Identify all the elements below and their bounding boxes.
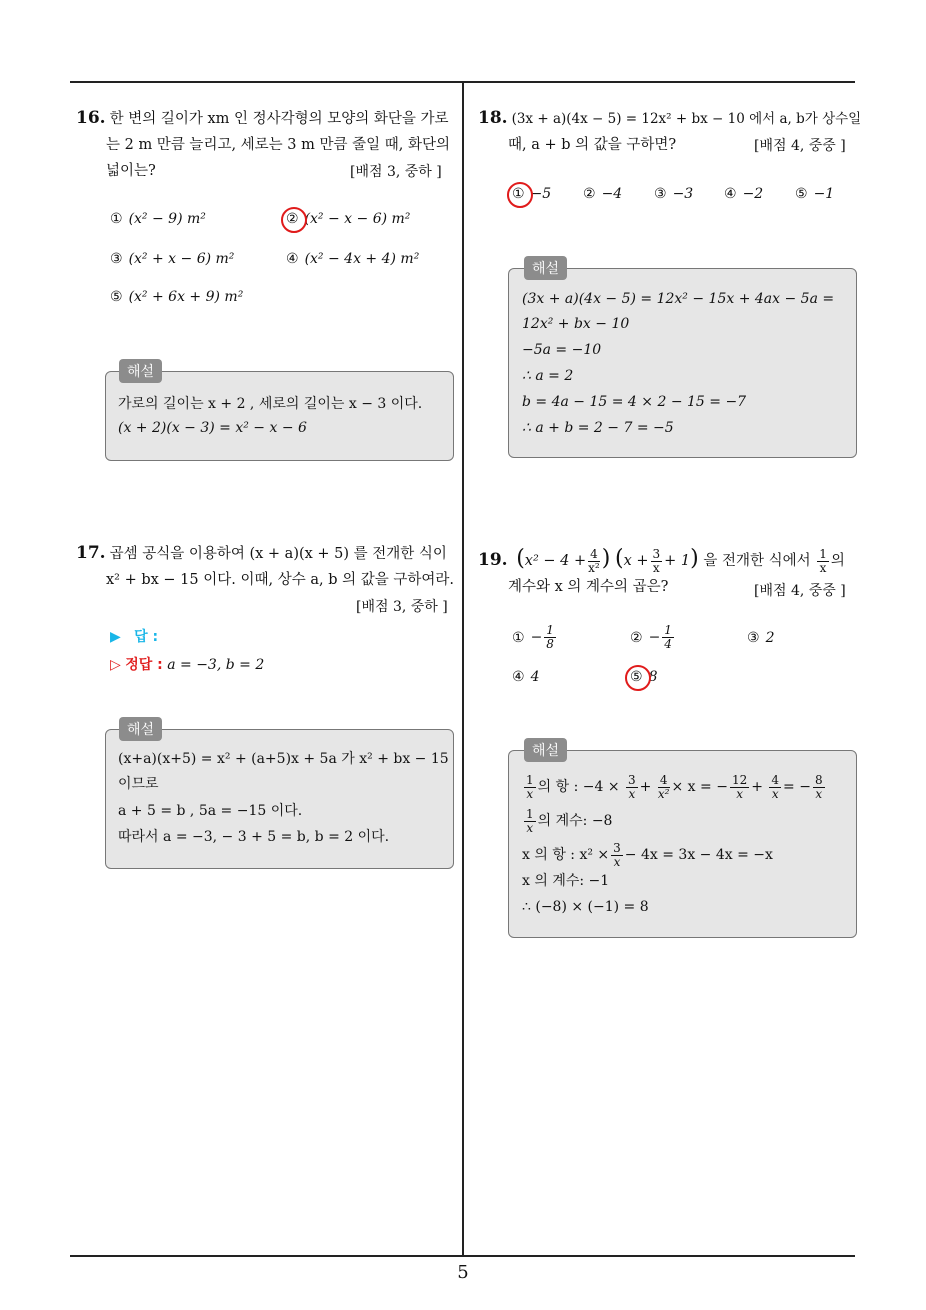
page-number: 5: [457, 1262, 469, 1283]
solution-tag: 해설: [524, 256, 567, 280]
choice-4[interactable]: ④ 4: [512, 669, 540, 685]
choice-4[interactable]: ④ (x² − 4x + 4) m²: [286, 251, 420, 267]
question-17: [76, 540, 456, 593]
score-meta: [배점 4, 중중 ]: [754, 583, 846, 599]
question-19: 19. (x² − 4 + $\frac{4}{\text{x²}}$ ) (x + $\frac{3}{x}$ + 1) 을 전개한 식에서 $\frac{1}{x}$ 의 계수와 x 의 계수의 곱은?: [478, 540, 863, 600]
solution-line: ∴ a + b = 2 − 7 = −5: [522, 420, 674, 436]
solution-line: $\frac{1}{x}$ 의 계수: −8: [526, 806, 613, 835]
solution-line: −5a = −10: [522, 342, 602, 358]
score-meta: [배점 3, 중하 ]: [350, 164, 442, 180]
answer-circle-mark: [507, 182, 533, 208]
question-text: 때, a + b 의 값을 구하면?: [508, 137, 677, 153]
choice-1[interactable]: ① −5: [512, 186, 552, 202]
question-number: 18.: [478, 108, 508, 128]
solution-line: x 의 항 : x² × $\frac{3}{x} - 4x = 3x - 4x = -x$: [522, 840, 773, 869]
solution-line: 가로의 길이는 x + 2 , 세로의 길이는 x − 3 이다.: [118, 396, 423, 412]
correct-label: 정답 :: [125, 657, 163, 673]
solution-line: b = 4a − 15 = 4 × 2 − 15 = −7: [522, 394, 747, 410]
question-text: x² + bx − 15 이다. 이때, 상수 a, b 의 값을 구하여라.: [106, 572, 454, 588]
solution-tag: 해설: [119, 359, 162, 383]
question-number: 19.: [478, 550, 508, 570]
solution-line: $\frac{1}{x}$ 의 항 : −4 × $\frac{3}{x}$ + $\frac{4}{\text{x²}} \times x$ = − $\frac{12}{x}$ + $\frac{4}{x}$ = − $\frac{8}{x}$: [526, 772, 823, 801]
score-meta: [배점 4, 중중 ]: [754, 138, 846, 154]
question-text: (3x + a)(4x − 5) = 12x² + bx − 10 에서 a, b가 상수일: [511, 111, 862, 127]
choice-3[interactable]: ③ −3: [654, 186, 694, 202]
choice-4[interactable]: ④ −2: [724, 186, 764, 202]
fraction: $\frac{1}{8}$: [546, 623, 554, 651]
choice-5[interactable]: ⑤ −1: [795, 186, 835, 202]
question-text: 는 2 m 만큼 늘리고, 세로는 3 m 만큼 줄일 때, 화단의: [106, 137, 450, 153]
solution-line: 이므로: [118, 776, 159, 792]
choice-3[interactable]: ③ (x² + x − 6) m²: [110, 251, 235, 267]
fraction: $\frac{1}{4}$: [664, 623, 672, 651]
fraction: $\frac{4}{\text{x²}}$: [588, 546, 600, 575]
choice-3[interactable]: ③ 2: [747, 630, 775, 646]
solution-tag: 해설: [119, 717, 162, 741]
correct-answer-line: [110, 654, 264, 674]
question-number: 16.: [76, 108, 106, 128]
fraction: $\frac{3}{x}$: [652, 546, 661, 575]
solution-line: a + 5 = b , 5a = −15 이다.: [118, 803, 303, 819]
correct-marker-icon: ▷: [110, 657, 121, 673]
choice-2[interactable]: ② − $\frac{1}{4}$: [630, 623, 672, 651]
solution-line: (3x + a)(4x − 5) = 12x² − 15x + 4ax − 5a =: [522, 291, 835, 307]
solution-line: ∴ a = 2: [522, 368, 574, 384]
answer-circle-mark: [281, 207, 307, 233]
solution-line: ∴ (−8) × (−1) = 8: [522, 899, 649, 915]
choice-2[interactable]: ② (x² − x − 6) m²: [286, 211, 411, 227]
solution-line: x 의 계수: −1: [522, 873, 610, 889]
solution-line: (x+a)(x+5) = x² + (a+5)x + 5a 가 x² + bx − 15: [118, 751, 449, 767]
choice-2[interactable]: ② −4: [583, 186, 623, 202]
question-text: 넓이는?: [106, 163, 156, 179]
choice-1[interactable]: ① − $\frac{1}{8}$: [512, 623, 554, 651]
choice-5[interactable]: ⑤ 8: [630, 669, 658, 685]
answer-line: [110, 626, 158, 646]
solution-line: 따라서 a = −3, − 3 + 5 = b, b = 2 이다.: [118, 829, 390, 845]
question-number: 17.: [76, 543, 106, 563]
solution-tag: 해설: [524, 738, 567, 762]
solution-line: (x + 2)(x − 3) = x² − x − 6: [118, 420, 307, 436]
answer-marker-icon: ▶: [110, 629, 121, 645]
solution-line: 12x² + bx − 10: [522, 316, 630, 332]
answer-label: 답 :: [134, 629, 159, 645]
question-text: 한 변의 길이가 xm 인 정사각형의 모양의 화단을 가로: [109, 111, 449, 127]
fraction: $\frac{1}{x}$: [819, 546, 827, 575]
choice-1[interactable]: ① (x² − 9) m²: [110, 211, 206, 227]
bottom-rule: [70, 1255, 855, 1257]
question-text: 계수와 x 의 계수의 곱은?: [508, 579, 669, 595]
question-text: 곱셈 공식을 이용하여 (x + a)(x + 5) 를 전개한 식이: [109, 546, 447, 562]
answer-circle-mark: [625, 665, 651, 691]
score-meta: [배점 3, 중하 ]: [356, 599, 448, 615]
correct-value: a = −3, b = 2: [167, 657, 265, 673]
choice-5[interactable]: ⑤ (x² + 6x + 9) m²: [110, 289, 244, 305]
column-divider: [462, 82, 464, 1256]
